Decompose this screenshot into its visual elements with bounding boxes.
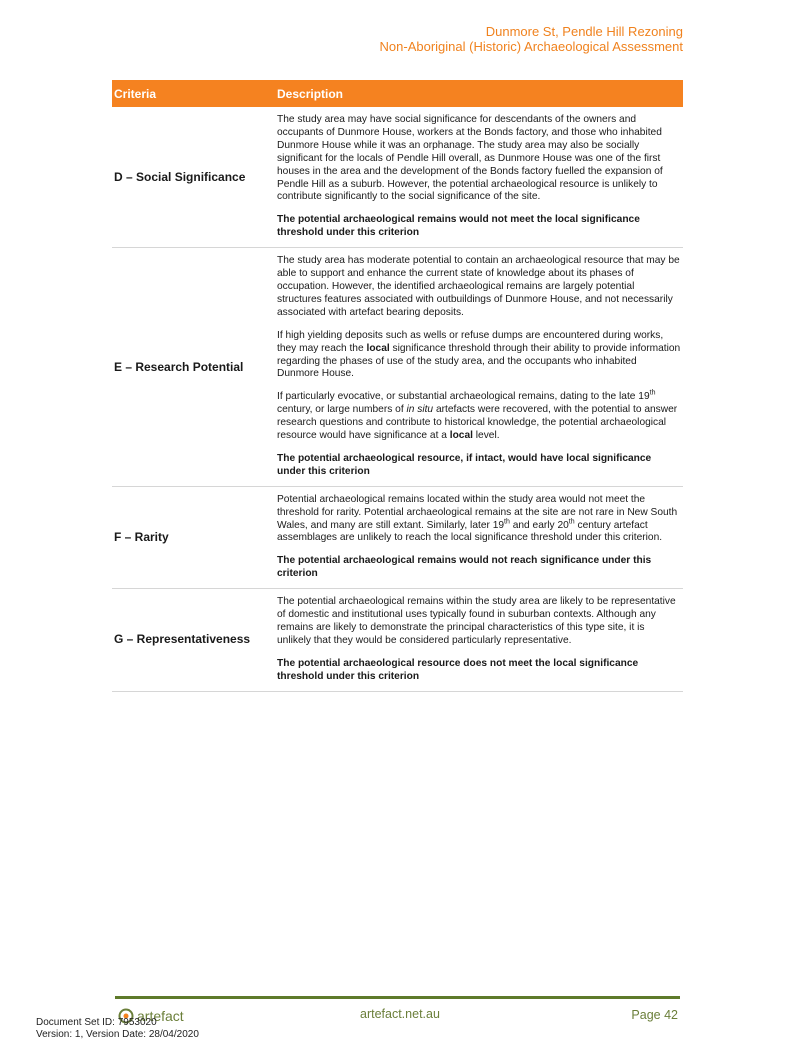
description-cell: [272, 589, 683, 691]
table-row: [112, 248, 683, 487]
table-row: [112, 107, 683, 248]
conclusion-text: The potential archaeological resource, if intact, would have local significance under this criterion: [277, 452, 652, 477]
description-paragraph: If particularly evocative, or substantial archaeological remains, dating to the late 19th century, or large numbers of in situ artefacts were recovered, with the potential to answer research questions and contribute to historical knowledge, the potential archaeological resource would have significance at a local level.: [277, 389, 678, 442]
conclusion-text: The potential archaeological remains would not reach significance under this criterion: [277, 555, 652, 580]
description-paragraph: The study area may have social significance for descendants of the owners and occupants of Dunmore House, workers at the Bonds factory, and those who inhabited Dunmore House while it was an orphanage. The study area may also be socially significant for the locals of Pendle Hill overall, as Dunmore House was one of the first houses in the area and the development of the Bonds factory fuelled the expansion of Pendle Hill as a suburb. However, the potential archaeological resource is unlikely to contribute significantly to the social significance of the site.: [277, 114, 663, 203]
criteria-table: [112, 80, 683, 692]
header-subtitle: Non-Aboriginal (Historic) Archaeological Assessment: [379, 39, 683, 54]
description-cell: [272, 107, 683, 248]
table-row: [112, 589, 683, 691]
criteria-cell: G – Representativeness: [112, 589, 272, 691]
column-header-description: Description: [272, 80, 683, 107]
website-link[interactable]: artefact.net.au: [360, 1007, 440, 1021]
footer-rule: [115, 996, 680, 999]
description-paragraph: Potential archaeological remains located within the study area would not meet the threshold for rarity. Potential archaeological remains at the site are not rare in New South Wales, and many are still extant. Similarly, later 19th and early 20th century artefact assemblages are unlikely to reach the local significance threshold under this criterion.: [277, 493, 678, 544]
table-header-row: [112, 80, 683, 107]
criteria-cell: D – Social Significance: [112, 107, 272, 248]
description-paragraph: If high yielding deposits such as wells or refuse dumps are encountered during works, they may reach the local significance threshold through their ability to provide information regarding the phases of use of the study area, and the occupants who inhabited Dunmore House.: [277, 329, 681, 380]
description-cell: [272, 248, 683, 487]
criteria-cell: E – Research Potential: [112, 248, 272, 487]
description-cell: [272, 486, 683, 588]
description-paragraph: The potential archaeological remains within the study area are likely to be representative of domestic and institutional uses typically found in suburban contexts. Although any remains are likely to demonstrate the principal characteristics of this type site, it is unlikely that they would be considered particularly representative.: [277, 596, 676, 646]
document-set-id: Document Set ID: 7953020 Version: 1, Version Date: 28/04/2020: [36, 1017, 199, 1040]
conclusion-text: The potential archaeological resource does not meet the local significance threshold under this criterion: [277, 657, 639, 682]
logo-text: artefact: [137, 1008, 184, 1024]
criteria-cell: F – Rarity: [112, 486, 272, 588]
header-title: Dunmore St, Pendle Hill Rezoning: [485, 24, 683, 39]
page-number: Page 42: [631, 1008, 678, 1022]
description-paragraph: The study area has moderate potential to contain an archaeological resource that may be able to support and enhance the current state of knowledge about its phases of occupation. However, the identified archaeological remains are largely potential structures features associated with outbuildings of Dunmore House, and not necessarily associated with artefact bearing deposits.: [277, 255, 680, 318]
table-row: [112, 486, 683, 588]
conclusion-text: The potential archaeological remains would not meet the local significance threshold under this criterion: [277, 214, 640, 239]
column-header-criteria: Criteria: [112, 80, 272, 107]
